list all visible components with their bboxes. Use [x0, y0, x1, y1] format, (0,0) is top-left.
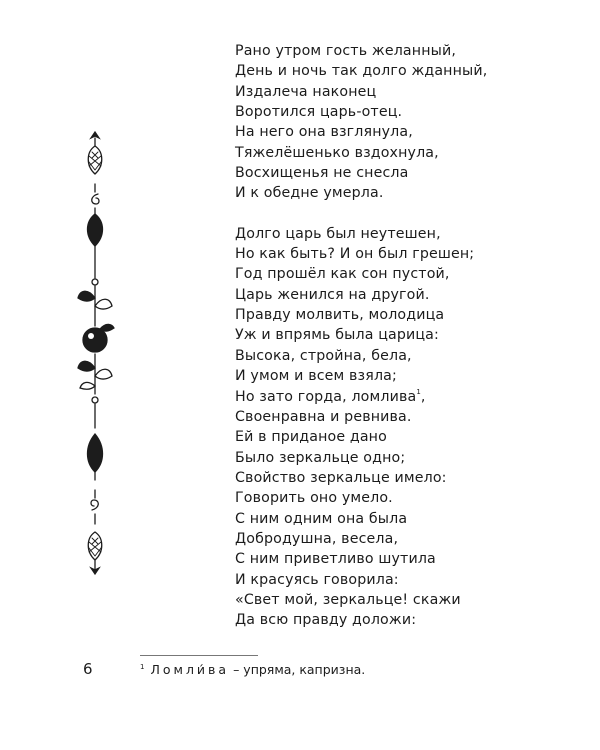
verse-line: День и ночь так долго жданный, [235, 63, 488, 80]
stanza-2 [235, 224, 487, 631]
verse-line: Год прошёл как сон пустой, [235, 266, 450, 283]
verse-line: С ним приветливо шутила [235, 551, 436, 568]
verse-line: Своенравна и ревнива. [235, 408, 412, 425]
verse-line-text: Но зато горда, ломлива [235, 388, 417, 405]
verse-line: Говорить оно умело. [235, 490, 393, 507]
verse-line: «Свет мой, зеркальце! скажи [235, 591, 461, 608]
verse-line: Свойство зеркальце имело: [235, 469, 447, 486]
verse-line: Издалеча наконец [235, 83, 377, 100]
verse-line: Уж и впрямь была царица: [235, 327, 439, 344]
footnote-rule [140, 655, 258, 656]
verse-line: На него она взглянула, [235, 124, 413, 141]
verse-line: Было зеркальце одно; [235, 449, 406, 466]
stanza-1 [235, 41, 487, 204]
verse-line: Добродушна, весела, [235, 530, 399, 547]
verse-line: Восхищенья не снесла [235, 165, 409, 182]
verse-line: Воротился царь-отец. [235, 104, 403, 121]
verse-line: С ним одним она была [235, 510, 408, 527]
floral-ornament [70, 128, 120, 608]
verse-line: Тяжелёшенько вздохнула, [235, 144, 439, 161]
verse-line: Да всю правду доложи: [235, 612, 417, 629]
verse-line: Ей в приданое дано [235, 429, 387, 446]
verse-line: Но как быть? И он был грешен; [235, 246, 475, 263]
footnote-definition: – упряма, капризна. [229, 662, 366, 677]
verse-line-comma: , [420, 388, 426, 405]
footnote [140, 662, 365, 677]
verse-line: Высока, стройна, бела, [235, 347, 412, 364]
verse-line: Рано утром гость желанный, [235, 43, 457, 59]
verse-line: Долго царь был неутешен, [235, 225, 441, 242]
footnote-mark: 1 [140, 663, 145, 671]
verse-line: Царь женился на другой. [235, 286, 430, 303]
verse-line [235, 387, 487, 407]
footnote-ref: 1 [416, 387, 421, 396]
poem-text [235, 41, 487, 631]
page-number: 6 [83, 660, 93, 678]
footnote-term: Ломли́ва [150, 662, 230, 677]
verse-line: И к обедне умерла. [235, 185, 384, 202]
verse-line: И умом и всем взяла; [235, 368, 397, 385]
verse-line: И красуясь говорила: [235, 571, 399, 588]
verse-line: Правду молвить, молодица [235, 307, 445, 324]
